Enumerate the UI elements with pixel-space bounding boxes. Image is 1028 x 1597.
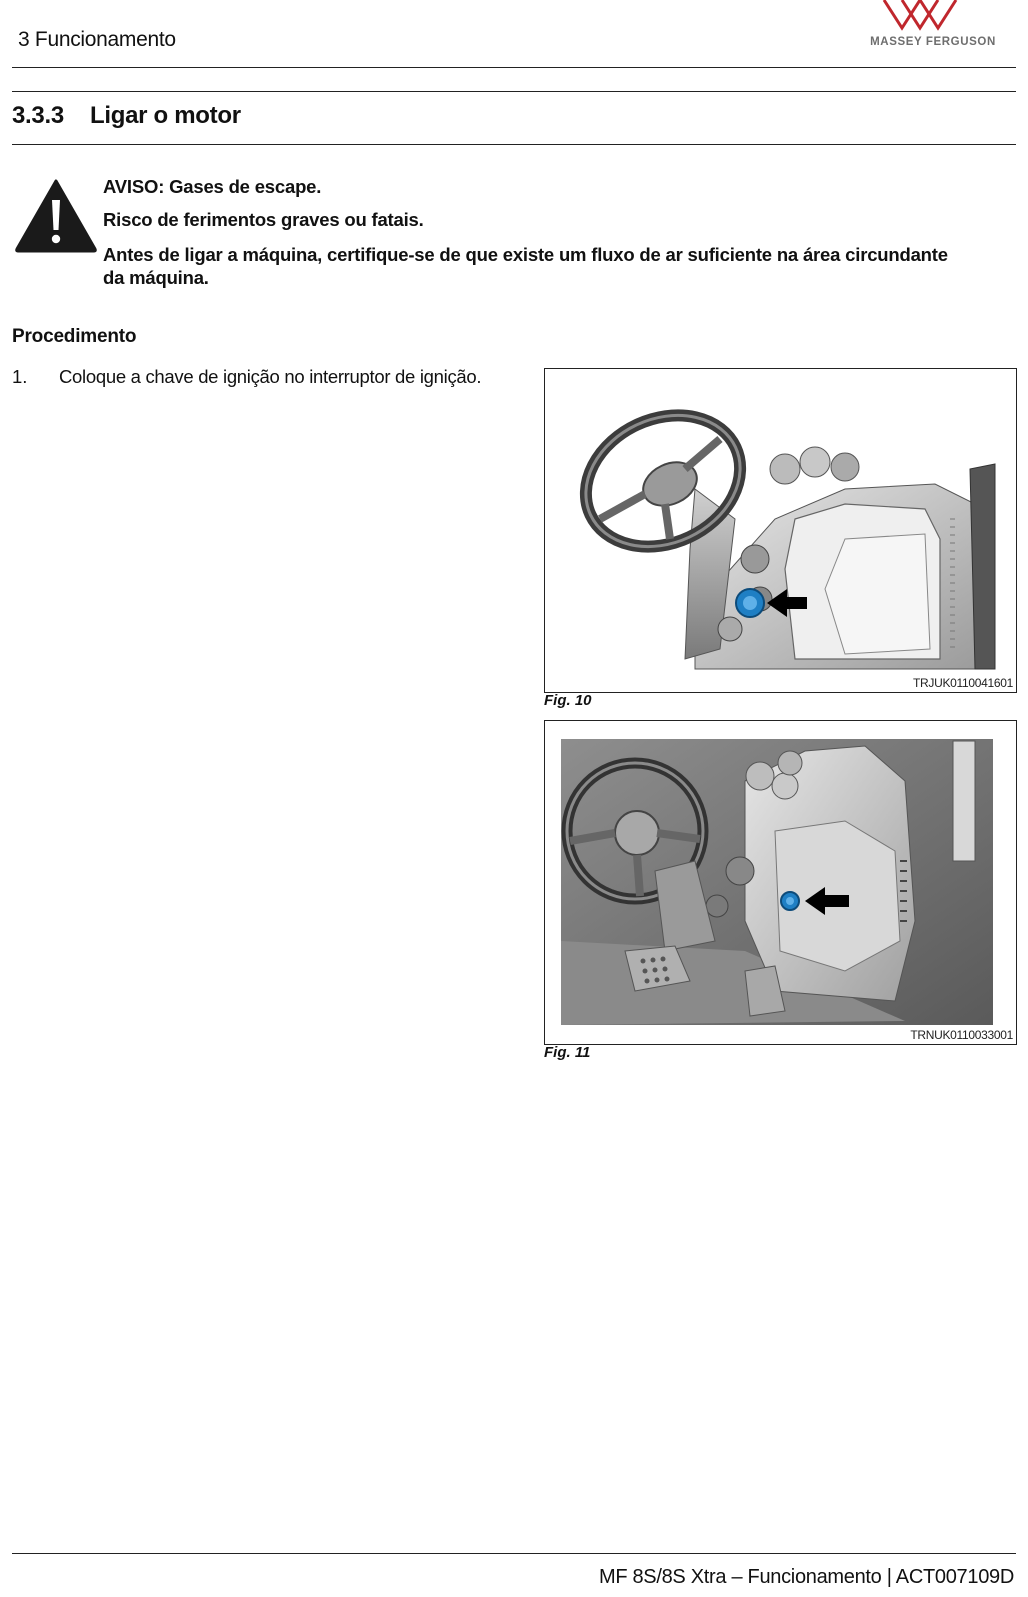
- warning-triangle-icon: [14, 178, 98, 254]
- footer-text: MF 8S/8S Xtra – Funcionamento | ACT007109D: [598, 1566, 1014, 1588]
- step-text: Coloque a chave de ignição no interruptor de ignição.: [59, 366, 482, 387]
- section-heading: [12, 102, 241, 130]
- figure-11: [544, 720, 1017, 1045]
- header-section-title: 3 Funcionamento: [18, 28, 176, 51]
- header-rule: [12, 67, 1016, 68]
- warning-risk: Risco de ferimentos graves ou fatais.: [103, 209, 424, 230]
- tractor-cab-dashboard-illustration: [545, 369, 1016, 692]
- brand-logo: [858, 0, 1008, 56]
- tractor-cab-console-illustration: [545, 721, 1016, 1044]
- section-title: Ligar o motor: [90, 102, 241, 129]
- brand-name: MASSEY FERGUSON: [870, 36, 996, 48]
- figure-10: [544, 368, 1017, 693]
- triple-triangle-logo-icon: [858, 0, 1008, 40]
- procedure-heading: Procedimento: [12, 326, 137, 347]
- title-bottom-rule: [12, 144, 1016, 145]
- figure-code: TRJUK0110041601: [912, 676, 1013, 690]
- figure-code: TRNUK0110033001: [910, 1028, 1013, 1042]
- warning-title: AVISO: Gases de escape.: [103, 176, 322, 197]
- figure-caption: Fig. 10: [544, 692, 592, 709]
- footer-rule: [12, 1553, 1016, 1554]
- step-number: 1.: [12, 366, 28, 387]
- warning-instruction: Antes de ligar a máquina, certifique-se de que existe um fluxo de ar suficiente na área circundante da máquina.: [103, 244, 948, 288]
- title-top-rule: [12, 91, 1016, 92]
- figure-caption: Fig. 11: [544, 1044, 591, 1061]
- section-number: 3.3.3: [12, 102, 64, 129]
